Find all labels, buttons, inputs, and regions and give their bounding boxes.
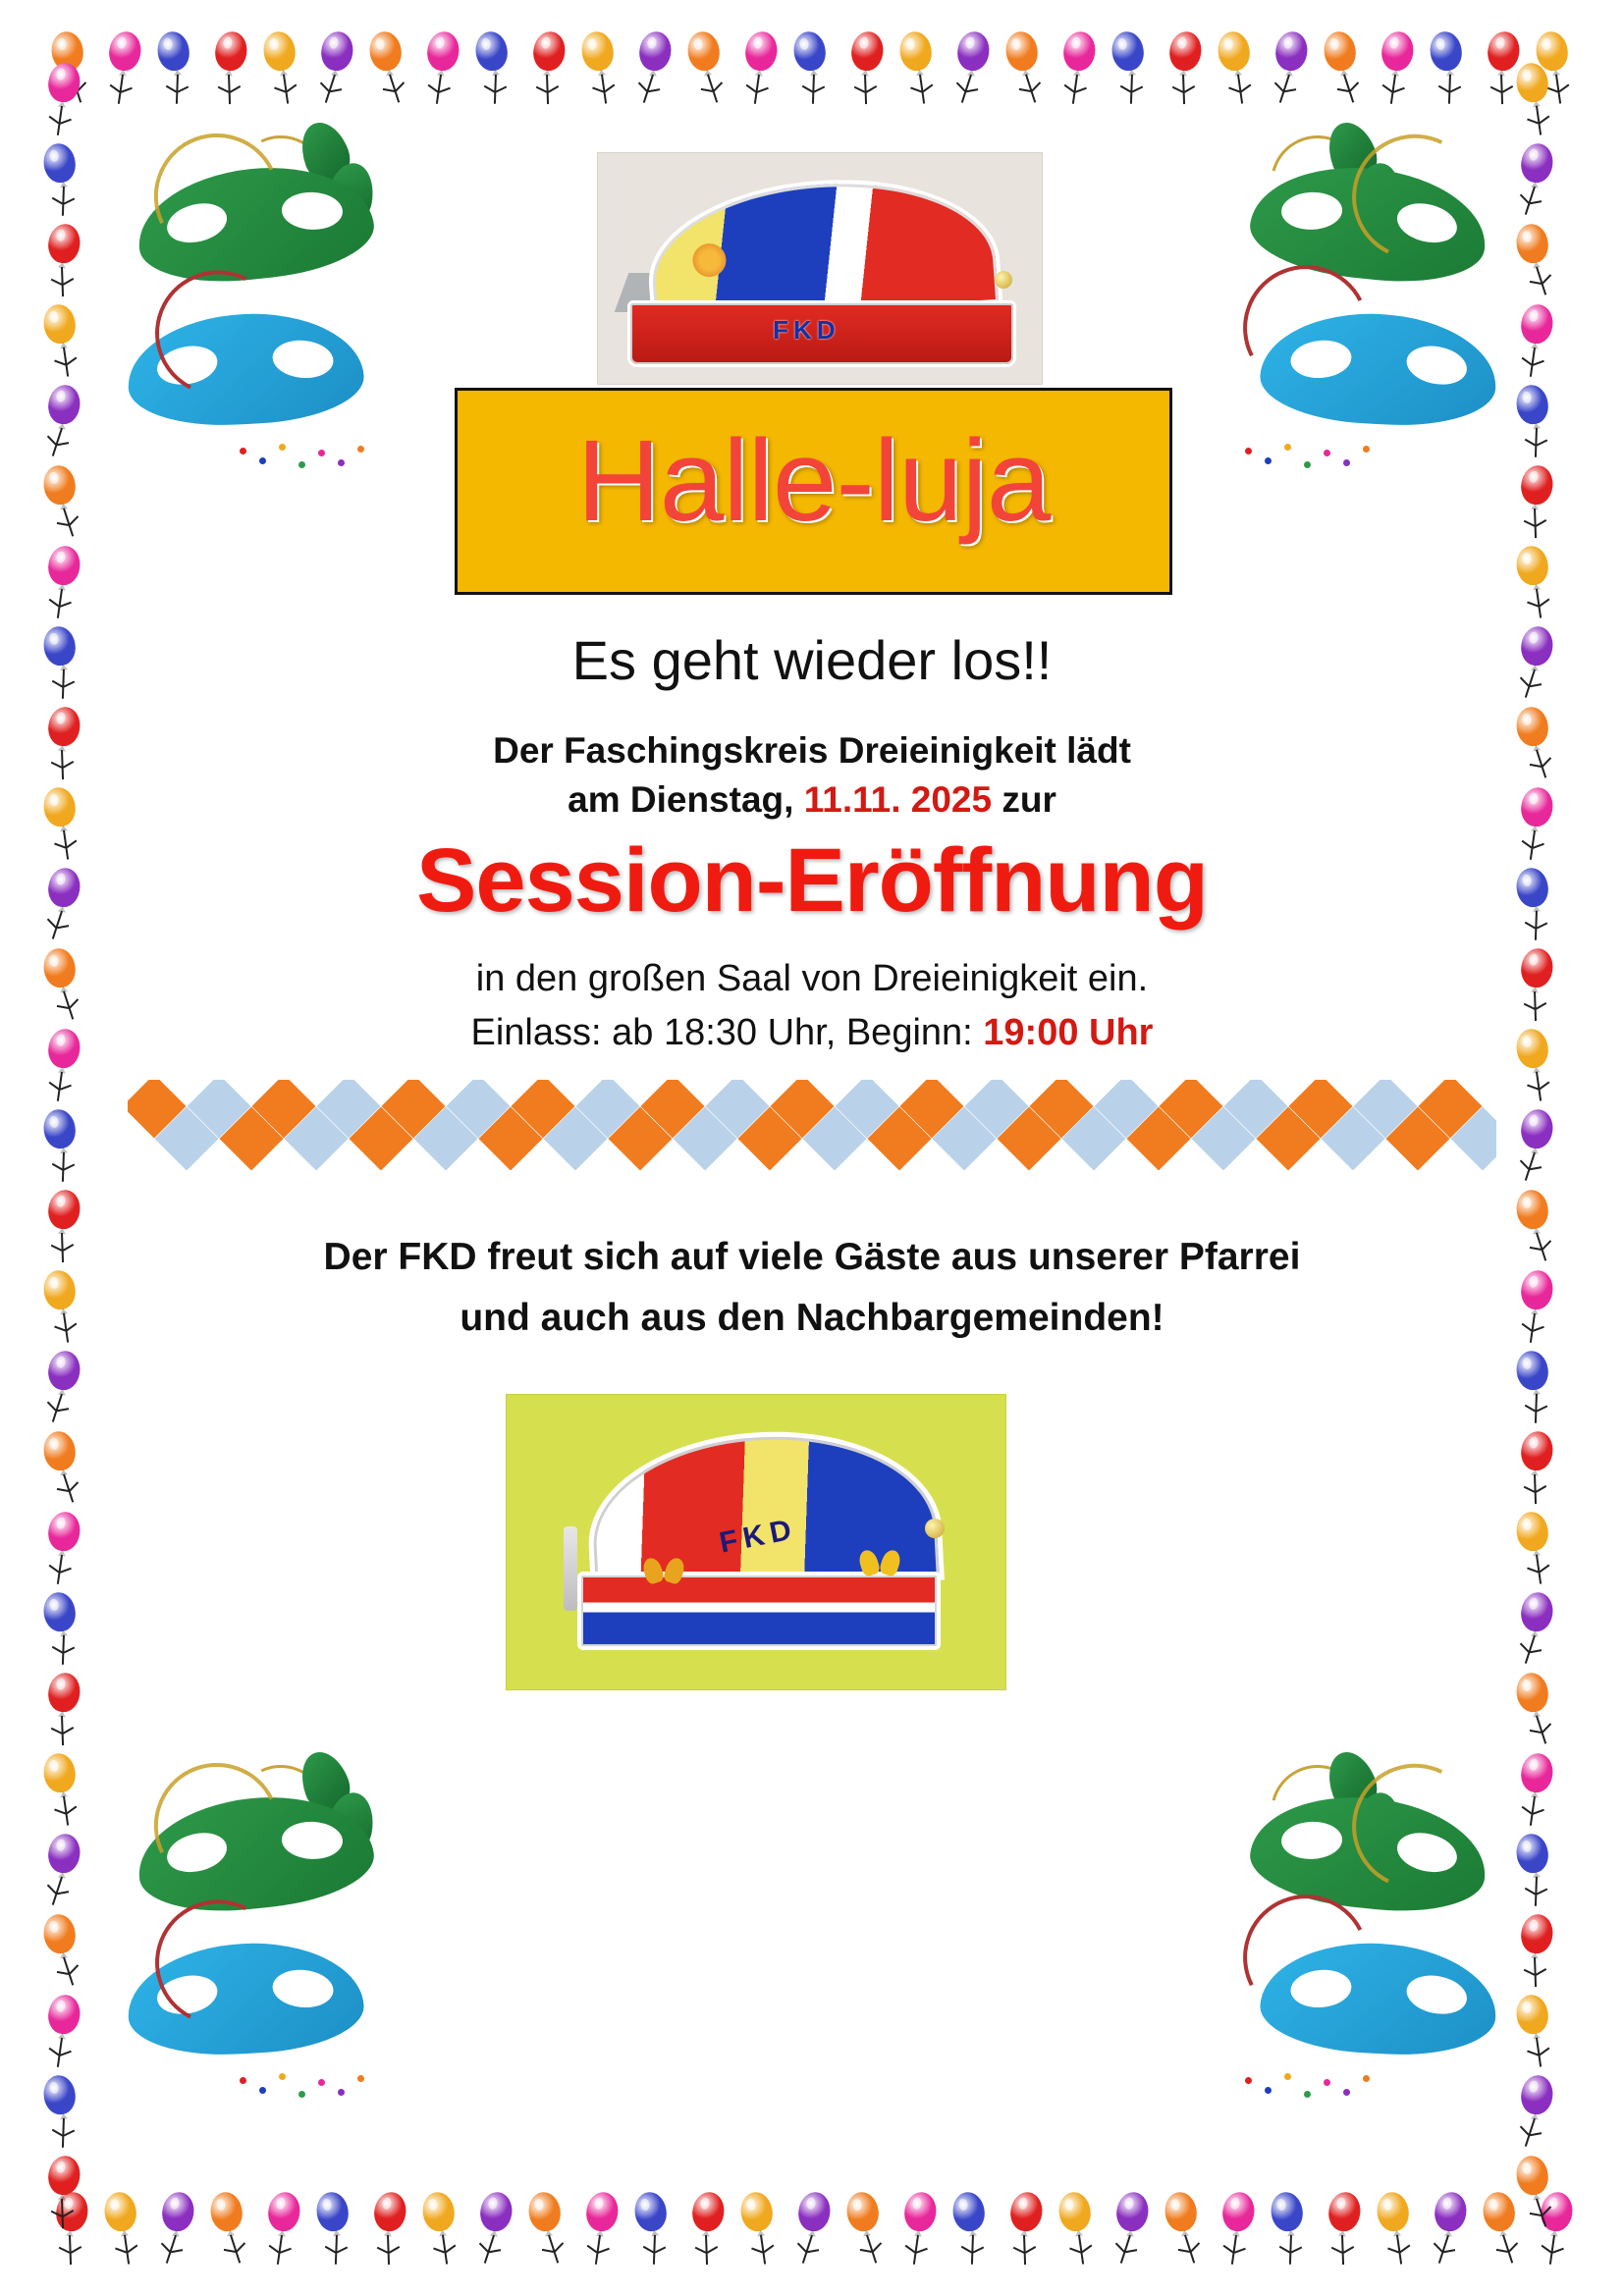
balloon-icon: [35, 2068, 93, 2156]
balloon-icon: [35, 780, 93, 868]
fkd-hat-photo: [597, 152, 1043, 385]
balloon-icon: [35, 1022, 93, 1109]
balloon-icon: [35, 1585, 93, 1673]
balloon-icon: [35, 136, 93, 224]
balloon-icon: [1508, 1988, 1566, 2075]
confetti-decor: [236, 2071, 403, 2110]
balloon-icon: [1508, 297, 1566, 385]
balloon-icon: [35, 1907, 93, 1995]
balloon-icon: [35, 1424, 93, 1512]
closing-line-2: und auch aus den Nachbargemeinden!: [460, 1297, 1164, 1340]
balloon-icon: [1508, 1344, 1566, 1431]
balloon-icon: [1508, 1022, 1566, 1109]
balloon-icon: [35, 1666, 93, 1753]
balloon-icon: [35, 1988, 93, 2075]
balloon-icon: [1508, 1907, 1566, 1995]
balloon-border-left: [35, 59, 116, 2238]
event-date: 11.11. 2025: [803, 778, 993, 820]
balloon-border-bottom: [0, 2188, 1624, 2269]
balloon-icon: [1508, 217, 1566, 304]
balloon-icon: [1508, 136, 1566, 224]
balloon-icon: [35, 2149, 93, 2236]
mask-blue-icon: [1258, 1938, 1499, 2059]
balloon-icon: [35, 297, 93, 385]
confetti-decor: [1241, 2071, 1408, 2110]
mask-cluster-top-right: [1202, 118, 1496, 540]
balloon-icon: [35, 1102, 93, 1190]
mask-blue-icon: [125, 308, 366, 430]
start-time: 19:00 Uhr: [983, 1012, 1154, 1054]
fkd-crown-photo: [506, 1394, 1006, 1690]
confetti-decor: [1241, 442, 1408, 481]
balloon-icon: [1508, 700, 1566, 787]
balloon-icon: [1508, 1666, 1566, 1753]
balloon-icon: [1508, 941, 1566, 1029]
closing-text: [128, 1227, 1496, 1350]
mask-green-icon: [133, 1787, 378, 1920]
balloon-icon: [35, 1183, 93, 1270]
tagline: Es geht wieder los!!: [571, 629, 1053, 691]
confetti-decor: [236, 442, 403, 481]
balloon-icon: [35, 1505, 93, 1592]
balloon-icon: [1508, 619, 1566, 707]
closing-line-1: Der FKD freut sich auf viele Gäste aus unserer Pfarrei: [323, 1236, 1301, 1278]
balloon-icon: [1508, 1183, 1566, 1270]
event-headline: Session-Eröffnung: [416, 830, 1208, 931]
poster-content: [128, 118, 1496, 2179]
mask-cluster-bottom-right: [1202, 1747, 1496, 2169]
balloon-icon: [35, 458, 93, 546]
balloon-icon: [1508, 458, 1566, 546]
balloon-icon: [1508, 1102, 1566, 1190]
balloon-icon: [1508, 1263, 1566, 1351]
balloon-icon: [35, 1827, 93, 1914]
balloon-border-top: [0, 27, 1624, 108]
page-title: Halle-luja: [576, 416, 1051, 546]
balloon-icon: [35, 1746, 93, 1834]
balloon-border-right: [1508, 59, 1589, 2238]
balloon-icon: [1508, 1424, 1566, 1512]
balloon-icon: [1508, 378, 1566, 465]
balloon-icon: [1508, 539, 1566, 626]
admission-text: Einlass: ab 18:30 Uhr, Beginn:: [470, 1012, 984, 1054]
balloon-icon: [1508, 1585, 1566, 1673]
balloon-icon: [35, 861, 93, 948]
balloon-icon: [35, 59, 93, 142]
balloon-icon: [1508, 861, 1566, 948]
mask-cluster-top-left: [128, 118, 422, 540]
invitation-line-2-prefix: am Dienstag,: [568, 778, 804, 820]
invitation-line-2: [128, 775, 1496, 825]
mask-blue-icon: [1258, 308, 1499, 430]
balloon-icon: [35, 217, 93, 304]
venue-line-1: in den großen Saal von Dreieinigkeit ein.: [475, 958, 1149, 999]
balloon-icon: [35, 1263, 93, 1351]
balloon-icon: [1508, 780, 1566, 868]
title-box: [455, 388, 1172, 595]
fkd-crown-label: FKD: [717, 1513, 800, 1560]
mask-cluster-bottom-left: [128, 1747, 422, 2169]
balloon-icon: [1508, 2149, 1566, 2236]
fkd-hat-label: FKD: [773, 315, 840, 345]
diamond-band: [128, 1080, 1496, 1170]
invitation-line-1: Der Faschingskreis Dreieinigkeit lädt: [493, 730, 1131, 771]
balloon-icon: [1508, 59, 1566, 142]
venue-line-2: [128, 1006, 1496, 1060]
balloon-icon: [35, 539, 93, 626]
balloon-icon: [1508, 1505, 1566, 1592]
balloon-icon: [35, 700, 93, 787]
balloon-icon: [1508, 1746, 1566, 1834]
invitation-line-2-suffix: zur: [992, 778, 1056, 820]
mask-green-icon: [133, 157, 378, 291]
balloon-icon: [1508, 2068, 1566, 2156]
balloon-icon: [35, 619, 93, 707]
mask-blue-icon: [125, 1938, 366, 2059]
balloon-icon: [35, 941, 93, 1029]
balloon-icon: [35, 378, 93, 465]
invitation-text: [128, 726, 1496, 825]
balloon-icon: [1508, 1827, 1566, 1914]
balloon-icon: [35, 1344, 93, 1431]
venue-text: [128, 952, 1496, 1060]
